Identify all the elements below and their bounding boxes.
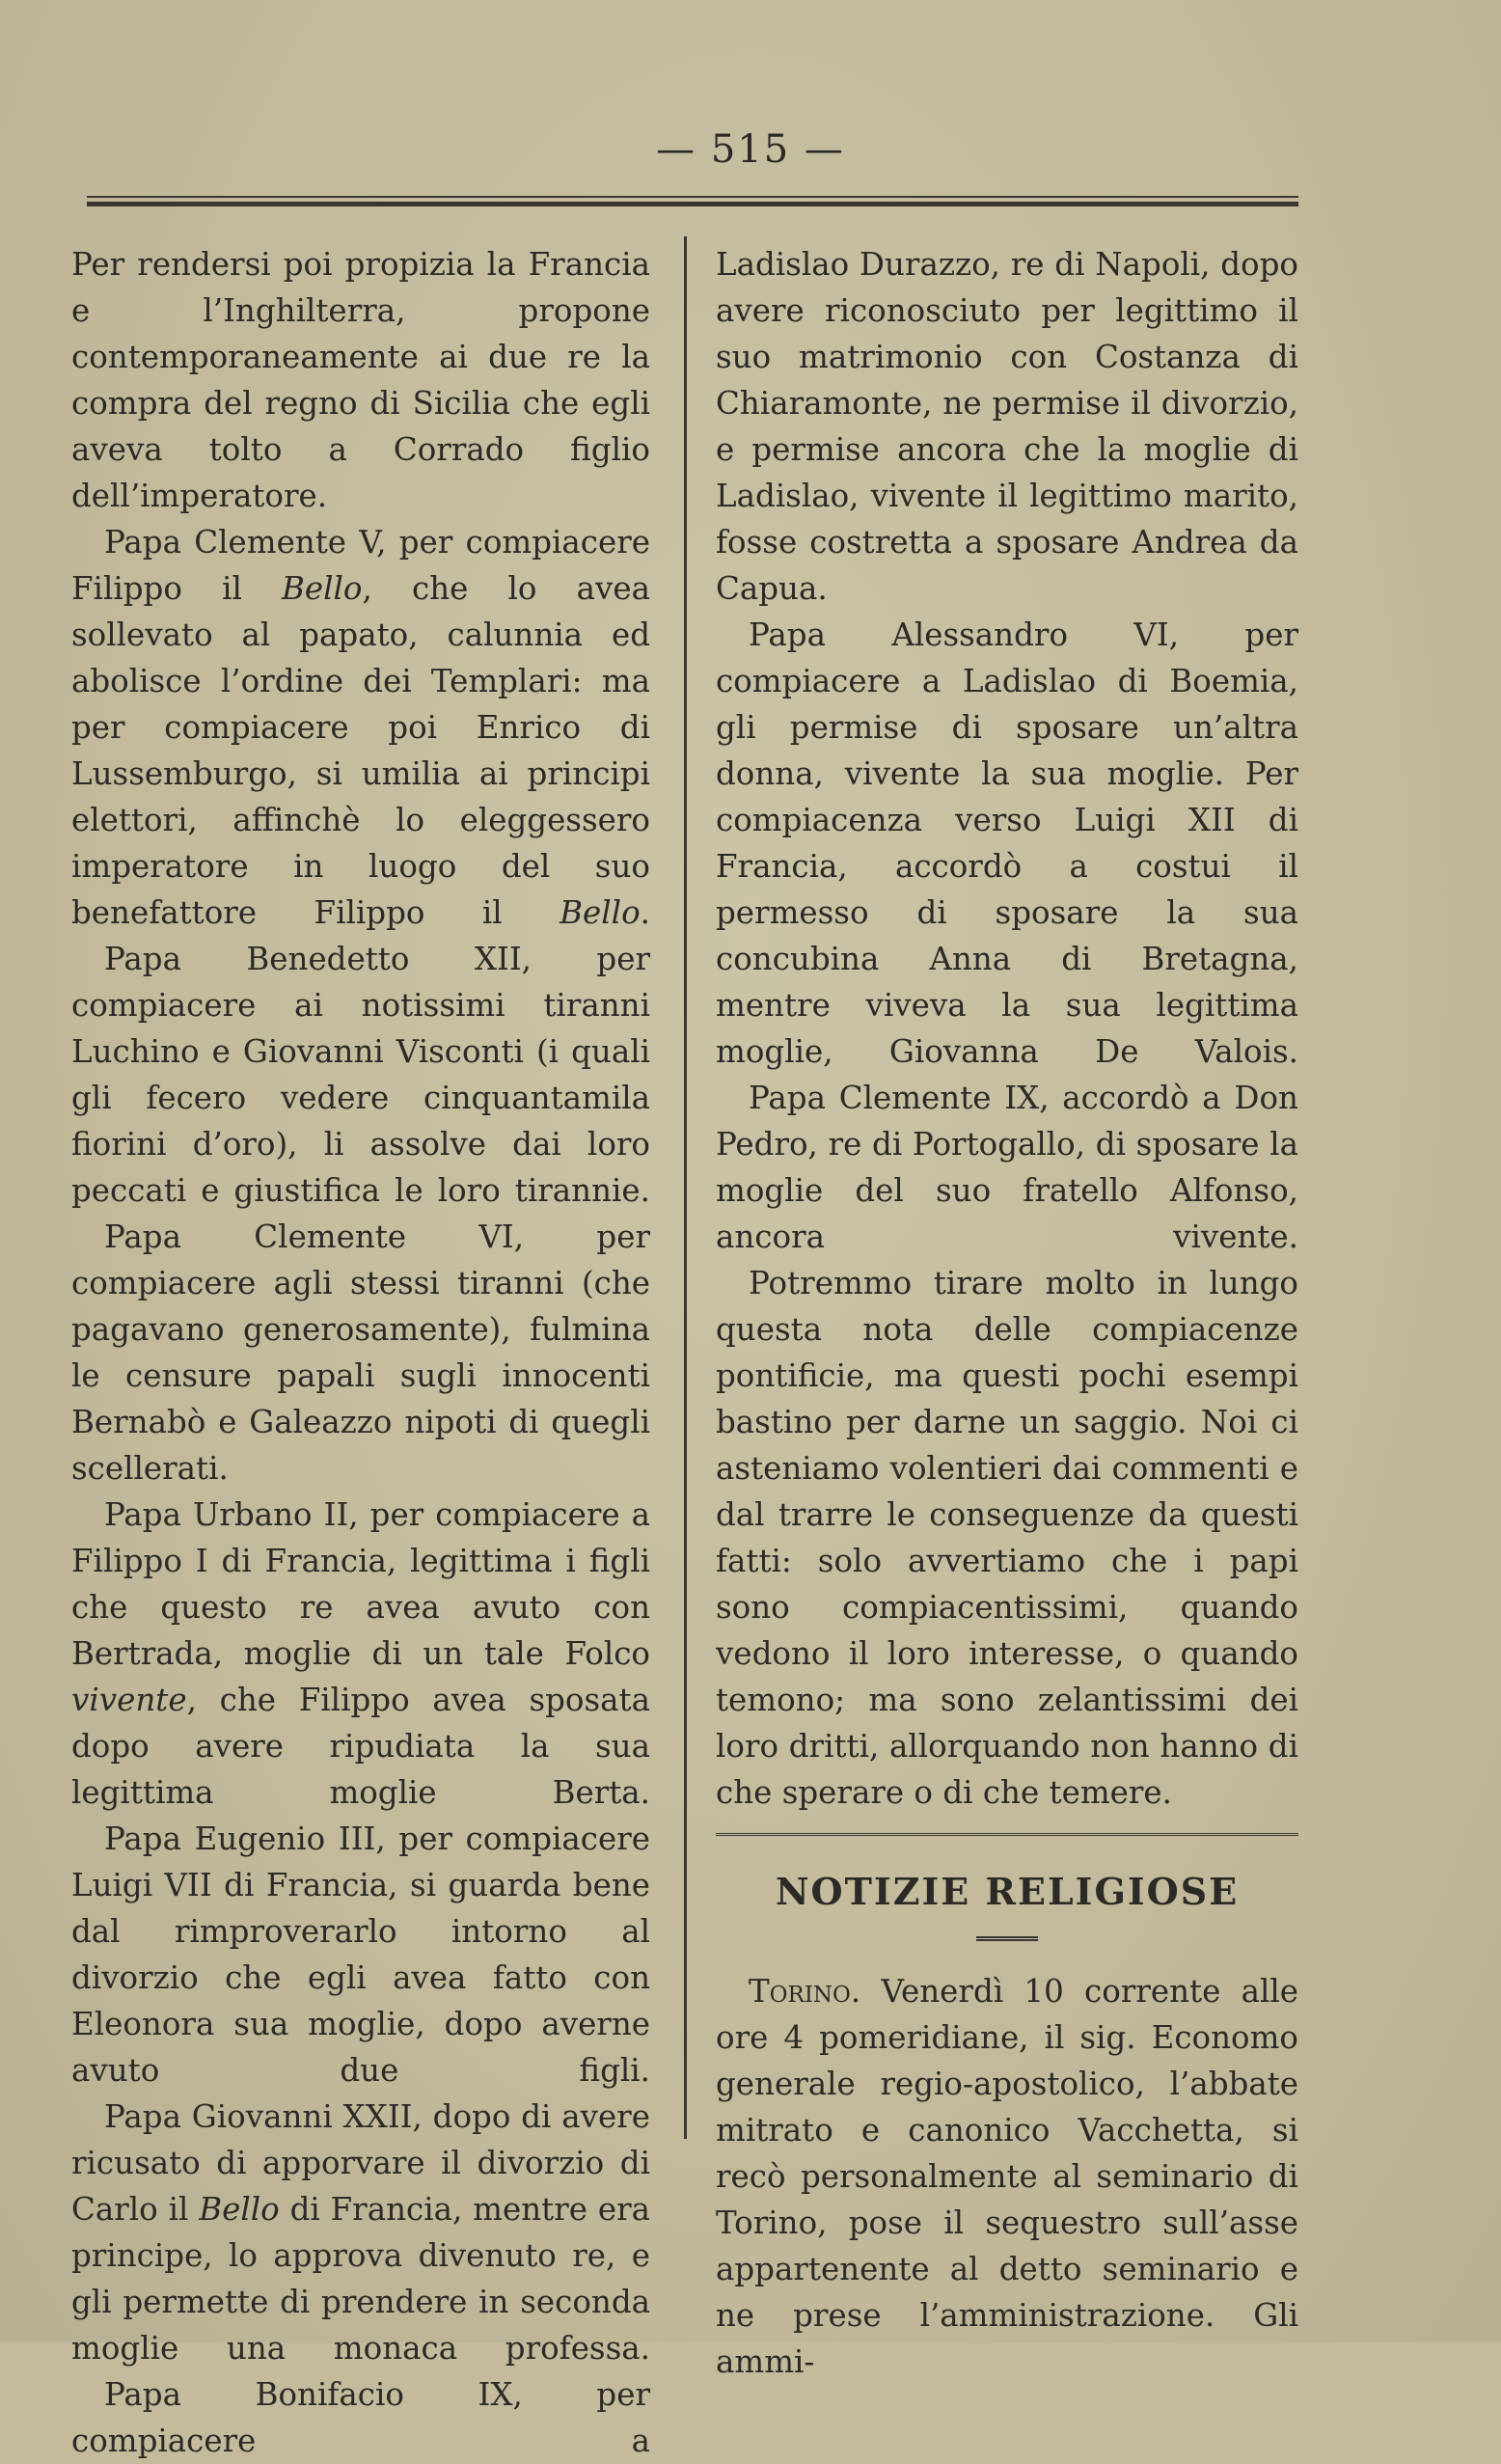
page-number: — 515 — bbox=[656, 127, 845, 172]
paragraph: Potremmo tirare molto in lungo questa nota delle compiacenze pontificie, ma questi pochi esempi bastino per darne un saggio. Noi ci asteniamo volentieri dai commenti e dal trarre le conseguenze da questi fatti: solo avvertiamo che i papi sono compiacentissimi, quando vedono il loro interesse, o quando temono; ma sono zelantissimi dei loro dritti, allorquando non hanno di che sperare o di che temere. bbox=[716, 1265, 1298, 1811]
dateline: Torino. bbox=[749, 1973, 861, 2010]
title-rule bbox=[976, 1936, 1038, 1943]
italic-text: Bello bbox=[199, 2191, 280, 2228]
paragraph bbox=[71, 519, 650, 936]
paragraph: Papa Benedetto XII, per compiacere ai notissimi tiranni Luchino e Giovanni Visconti (i quali gli fecero vedere cinquantamila fiorini d’oro), li assolve dai loro peccati e giustifica le loro tirannie. bbox=[71, 941, 650, 1209]
section-rule bbox=[716, 1833, 1298, 1836]
header-rule-thick bbox=[87, 202, 1298, 206]
news-paragraph bbox=[716, 1968, 1298, 2385]
paragraph: Papa Bonifacio IX, per compiacere a bbox=[71, 2376, 650, 2459]
italic-text: Bello bbox=[559, 894, 641, 931]
text-run: Papa Urbano II, per compiacere a Filippo I di Francia, legittima i figli che questo re avea avuto con Bertrada, moglie di un tale Folco bbox=[71, 1496, 650, 1672]
text-run: Venerdì 10 corrente alle ore 4 pomeridiane, il sig. Economo generale regio-apostolico, l’abbate mitrato e canonico Vacchetta, si recò personalmente al seminario di Torino, pose il sequestro sull’asse appartenente al detto seminario e ne prese l’amministrazione. Gli ammi- bbox=[716, 1973, 1298, 2380]
paragraph bbox=[71, 1492, 650, 1816]
paragraph: Papa Clemente IX, accordò a Don Pedro, re di Portogallo, di sposare la moglie del suo fratello Alfonso, ancora vivente. bbox=[716, 1080, 1298, 1255]
text-run: , che Filippo avea sposata dopo avere ripudiata la sua legittima moglie Berta. bbox=[71, 1682, 650, 1811]
paragraph: Papa Clemente VI, per compiacere agli stessi tiranni (che pagavano generosamente), fulmina le censure papali sugli innocenti Bernabò e Galeazzo nipoti di quegli scellerati. bbox=[71, 1218, 650, 1487]
text-run: Papa Giovanni XXII, dopo di avere ricusato di apporvare il divorzio di Carlo il bbox=[71, 2098, 650, 2228]
header-rule-thin bbox=[87, 196, 1298, 198]
column-divider bbox=[684, 236, 687, 2139]
text-run: . bbox=[640, 894, 650, 931]
right-column bbox=[716, 241, 1298, 2385]
italic-text: vivente bbox=[71, 1682, 187, 1718]
left-column bbox=[71, 241, 650, 2464]
paragraph bbox=[71, 2094, 650, 2371]
paragraph: Per rendersi poi propizia la Francia e l’Inghilterra, propone contemporaneamente ai due re la compra del regno di Sicilia che egli aveva tolto a Corrado figlio dell’imperatore. bbox=[71, 246, 650, 514]
text-run: , che lo avea sollevato al papato, calunnia ed abolisce l’ordine dei Templari: ma per compiacere poi Enrico di Lussemburgo, si umilia ai principi elettori, affinchè lo eleggessero imperatore in luogo del suo benefattore Filippo il bbox=[71, 570, 651, 931]
italic-text: Bello bbox=[282, 570, 363, 607]
text-run: di Francia, mentre era principe, lo approva divenuto re, e gli permette di prendere in seconda moglie una monaca professa. bbox=[71, 2191, 650, 2367]
paragraph: Papa Alessandro VI, per compiacere a Ladislao di Boemia, gli permise di sposare un’altra donna, vivente la sua moglie. Per compiacenza verso Luigi XII di Francia, accordò a costui il permesso di sposare la sua concubina Anna di Bretagna, mentre viveva la sua legittima moglie, Giovanna De Valois. bbox=[716, 616, 1298, 1070]
paragraph: Ladislao Durazzo, re di Napoli, dopo avere riconosciuto per legittimo il suo matrimonio con Costanza di Chiaramonte, ne permise il divorzio, e permise ancora che la moglie di Ladislao, vivente il legittimo marito, fosse costretta a sposare Andrea da Capua. bbox=[716, 246, 1298, 607]
paragraph: Papa Eugenio III, per compiacere Luigi VII di Francia, si guarda bene dal rimproverarlo intorno al divorzio che egli avea fatto con Eleonora sua moglie, dopo averne avuto due figli. bbox=[71, 1821, 650, 2089]
section-title: NOTIZIE RELIGIOSE bbox=[775, 1870, 1240, 1913]
text-run: Papa Clemente V, per compiacere Filippo il bbox=[71, 524, 650, 607]
